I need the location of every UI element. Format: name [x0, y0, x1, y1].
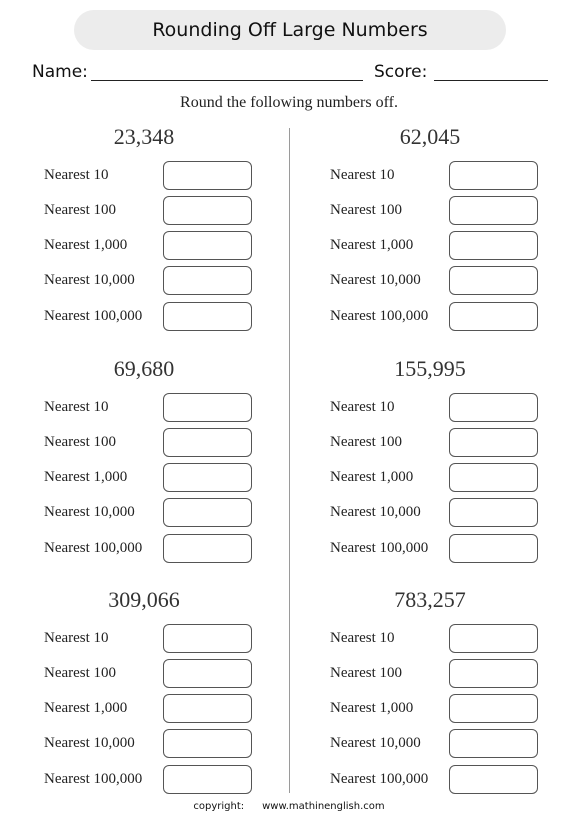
score-field[interactable] — [434, 80, 548, 81]
answer-box[interactable] — [449, 463, 538, 492]
problem-number: 783,257 — [394, 587, 466, 612]
rounding-label: Nearest 100 — [330, 202, 403, 218]
rounding-row — [44, 659, 304, 689]
rounding-row — [44, 266, 304, 296]
rounding-row — [44, 624, 304, 654]
copyright-label: copyright: — [193, 801, 245, 812]
rounding-row — [44, 161, 304, 191]
answer-box[interactable] — [449, 161, 538, 190]
rounding-label: Nearest 10 — [330, 399, 395, 415]
answer-box[interactable] — [163, 765, 252, 794]
problem-number: 69,680 — [113, 356, 175, 381]
rounding-row — [330, 729, 578, 759]
answer-box[interactable] — [449, 624, 538, 653]
rounding-label: Nearest 100,000 — [44, 308, 143, 324]
rounding-label: Nearest 100 — [330, 434, 403, 450]
rounding-label: Nearest 10,000 — [44, 735, 135, 751]
answer-box[interactable] — [449, 428, 538, 457]
answer-box[interactable] — [449, 765, 538, 794]
rounding-row — [44, 302, 304, 332]
rounding-row — [330, 659, 578, 689]
problem-number: 62,045 — [399, 124, 461, 149]
rounding-label: Nearest 100 — [330, 665, 403, 681]
rounding-row — [330, 231, 578, 261]
answer-box[interactable] — [449, 393, 538, 422]
problem-number: 309,066 — [108, 587, 180, 612]
problem-number: 155,995 — [394, 356, 466, 381]
rounding-label: Nearest 10 — [44, 630, 109, 646]
answer-box[interactable] — [163, 393, 252, 422]
answer-box[interactable] — [449, 694, 538, 723]
rounding-row — [330, 266, 578, 296]
rounding-row — [44, 534, 304, 564]
rounding-row — [330, 694, 578, 724]
score-label: Score: — [374, 62, 428, 82]
rounding-row — [330, 161, 578, 191]
rounding-label: Nearest 1,000 — [330, 700, 414, 716]
rounding-label: Nearest 1,000 — [330, 237, 414, 253]
rounding-label: Nearest 10,000 — [44, 272, 135, 288]
rounding-row — [330, 624, 578, 654]
rounding-label: Nearest 100 — [44, 665, 117, 681]
website-link[interactable]: www.mathinenglish.com — [262, 801, 385, 812]
rounding-label: Nearest 100,000 — [44, 540, 143, 556]
rounding-label: Nearest 10 — [44, 167, 109, 183]
rounding-row — [330, 765, 578, 795]
rounding-row — [44, 765, 304, 795]
rounding-row — [44, 498, 304, 528]
answer-box[interactable] — [449, 729, 538, 758]
answer-box[interactable] — [449, 196, 538, 225]
rounding-row — [330, 196, 578, 226]
answer-box[interactable] — [163, 463, 252, 492]
rounding-row — [330, 498, 578, 528]
rounding-label: Nearest 100,000 — [330, 308, 429, 324]
rounding-label: Nearest 10,000 — [330, 735, 421, 751]
footer — [0, 801, 578, 812]
answer-box[interactable] — [163, 694, 252, 723]
info-row — [32, 58, 548, 86]
answer-box[interactable] — [449, 534, 538, 563]
rounding-row — [330, 393, 578, 423]
instructions: Round the following numbers off. — [180, 94, 398, 111]
answer-box[interactable] — [163, 659, 252, 688]
worksheet-title: Rounding Off Large Numbers — [74, 10, 506, 50]
answer-box[interactable] — [163, 428, 252, 457]
answer-box[interactable] — [449, 659, 538, 688]
answer-box[interactable] — [163, 302, 252, 331]
answer-box[interactable] — [163, 161, 252, 190]
name-field[interactable] — [91, 80, 363, 81]
rounding-label: Nearest 10 — [330, 167, 395, 183]
rounding-label: Nearest 100 — [44, 202, 117, 218]
rounding-label: Nearest 10 — [330, 630, 395, 646]
rounding-label: Nearest 10,000 — [330, 272, 421, 288]
rounding-label: Nearest 100,000 — [44, 771, 143, 787]
rounding-row — [330, 534, 578, 564]
rounding-row — [44, 393, 304, 423]
answer-box[interactable] — [163, 266, 252, 295]
rounding-row — [44, 428, 304, 458]
answer-box[interactable] — [163, 624, 252, 653]
rounding-row — [44, 196, 304, 226]
answer-box[interactable] — [163, 498, 252, 527]
answer-box[interactable] — [163, 534, 252, 563]
rounding-label: Nearest 1,000 — [44, 469, 128, 485]
rounding-label: Nearest 1,000 — [44, 700, 128, 716]
rounding-label: Nearest 1,000 — [330, 469, 414, 485]
rounding-label: Nearest 100 — [44, 434, 117, 450]
rounding-label: Nearest 10,000 — [44, 504, 135, 520]
rounding-row — [44, 729, 304, 759]
rounding-row — [44, 694, 304, 724]
answer-box[interactable] — [449, 231, 538, 260]
rounding-label: Nearest 100,000 — [330, 540, 429, 556]
answer-box[interactable] — [163, 196, 252, 225]
problem-number: 23,348 — [113, 124, 175, 149]
rounding-row — [330, 428, 578, 458]
answer-box[interactable] — [163, 729, 252, 758]
rounding-label: Nearest 1,000 — [44, 237, 128, 253]
rounding-row — [44, 463, 304, 493]
rounding-label: Nearest 10 — [44, 399, 109, 415]
answer-box[interactable] — [163, 231, 252, 260]
answer-box[interactable] — [449, 266, 538, 295]
answer-box[interactable] — [449, 302, 538, 331]
rounding-label: Nearest 10,000 — [330, 504, 421, 520]
rounding-row — [330, 302, 578, 332]
name-label: Name: — [32, 62, 88, 82]
rounding-label: Nearest 100,000 — [330, 771, 429, 787]
rounding-row — [44, 231, 304, 261]
answer-box[interactable] — [449, 498, 538, 527]
rounding-row — [330, 463, 578, 493]
